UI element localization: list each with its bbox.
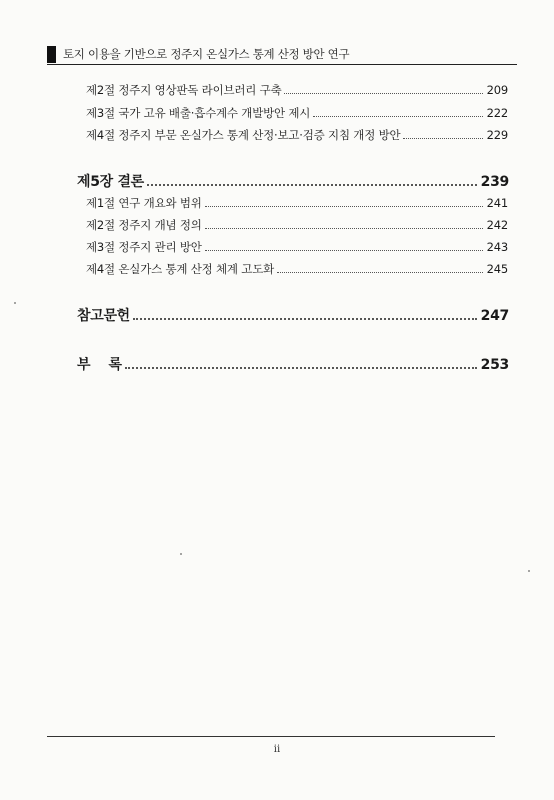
dot-leader [125, 366, 477, 369]
toc-entry[interactable] [86, 127, 508, 143]
toc-entry-page: 222 [486, 106, 508, 120]
dot-leader [205, 249, 483, 251]
scan-speck [14, 302, 16, 304]
scan-speck [528, 570, 530, 572]
toc-entry-label: 제2절 정주지 개념 정의 [86, 218, 202, 232]
page-number: ii [273, 744, 281, 755]
toc-chapter-label: 참고문헌 [77, 308, 130, 324]
toc-entry[interactable] [86, 217, 508, 233]
toc-chapter[interactable] [77, 354, 509, 374]
toc-entry-page: 242 [486, 218, 508, 232]
toc-entry-page: 229 [486, 128, 508, 142]
toc-entry-page: 209 [486, 83, 508, 97]
toc-entry-page: 243 [486, 240, 508, 254]
toc-entry[interactable] [86, 261, 508, 277]
running-header [47, 44, 517, 65]
footer-rule [47, 736, 495, 737]
toc-entry-label: 제4절 온실가스 통계 산정 체계 고도화 [86, 262, 275, 276]
dot-leader [205, 227, 483, 229]
scan-speck [180, 553, 182, 555]
toc-entry-label: 제3절 정주지 관리 방안 [86, 240, 202, 254]
toc-entry-label: 제1절 연구 개요와 범위 [86, 196, 202, 210]
toc-entry-label: 제3절 국가 고유 배출·흡수계수 개발방안 제시 [86, 106, 311, 120]
toc-chapter-label: 부 록 [77, 357, 122, 373]
toc-entry-page: 241 [486, 196, 508, 210]
toc-chapter[interactable] [77, 171, 509, 191]
toc-entry[interactable] [86, 82, 508, 98]
toc-chapter-page: 239 [480, 174, 509, 190]
dot-leader [205, 205, 483, 207]
dot-leader [284, 92, 482, 94]
toc-entry[interactable] [86, 195, 508, 211]
dot-leader [403, 137, 482, 139]
toc-entry[interactable] [86, 105, 508, 121]
dot-leader [313, 115, 482, 117]
toc-entry-label: 제4절 정주지 부문 온실가스 통계 산정·보고·검증 지침 개정 방안 [86, 128, 401, 142]
toc-chapter-page: 247 [480, 308, 509, 324]
toc-chapter[interactable] [77, 305, 509, 325]
toc-entry-page: 245 [486, 262, 508, 276]
toc-chapter-label: 제5장 결론 [77, 174, 144, 190]
dot-leader [277, 271, 483, 273]
dot-leader [133, 317, 477, 320]
toc-entry[interactable] [86, 239, 508, 255]
dot-leader [147, 183, 477, 186]
header-marker [47, 46, 56, 63]
toc-entry-label: 제2절 정주지 영상판독 라이브러리 구축 [86, 83, 282, 97]
toc-chapter-page: 253 [480, 357, 509, 373]
header-title: 토지 이용을 기반으로 정주지 온실가스 통계 산정 방안 연구 [63, 47, 350, 61]
